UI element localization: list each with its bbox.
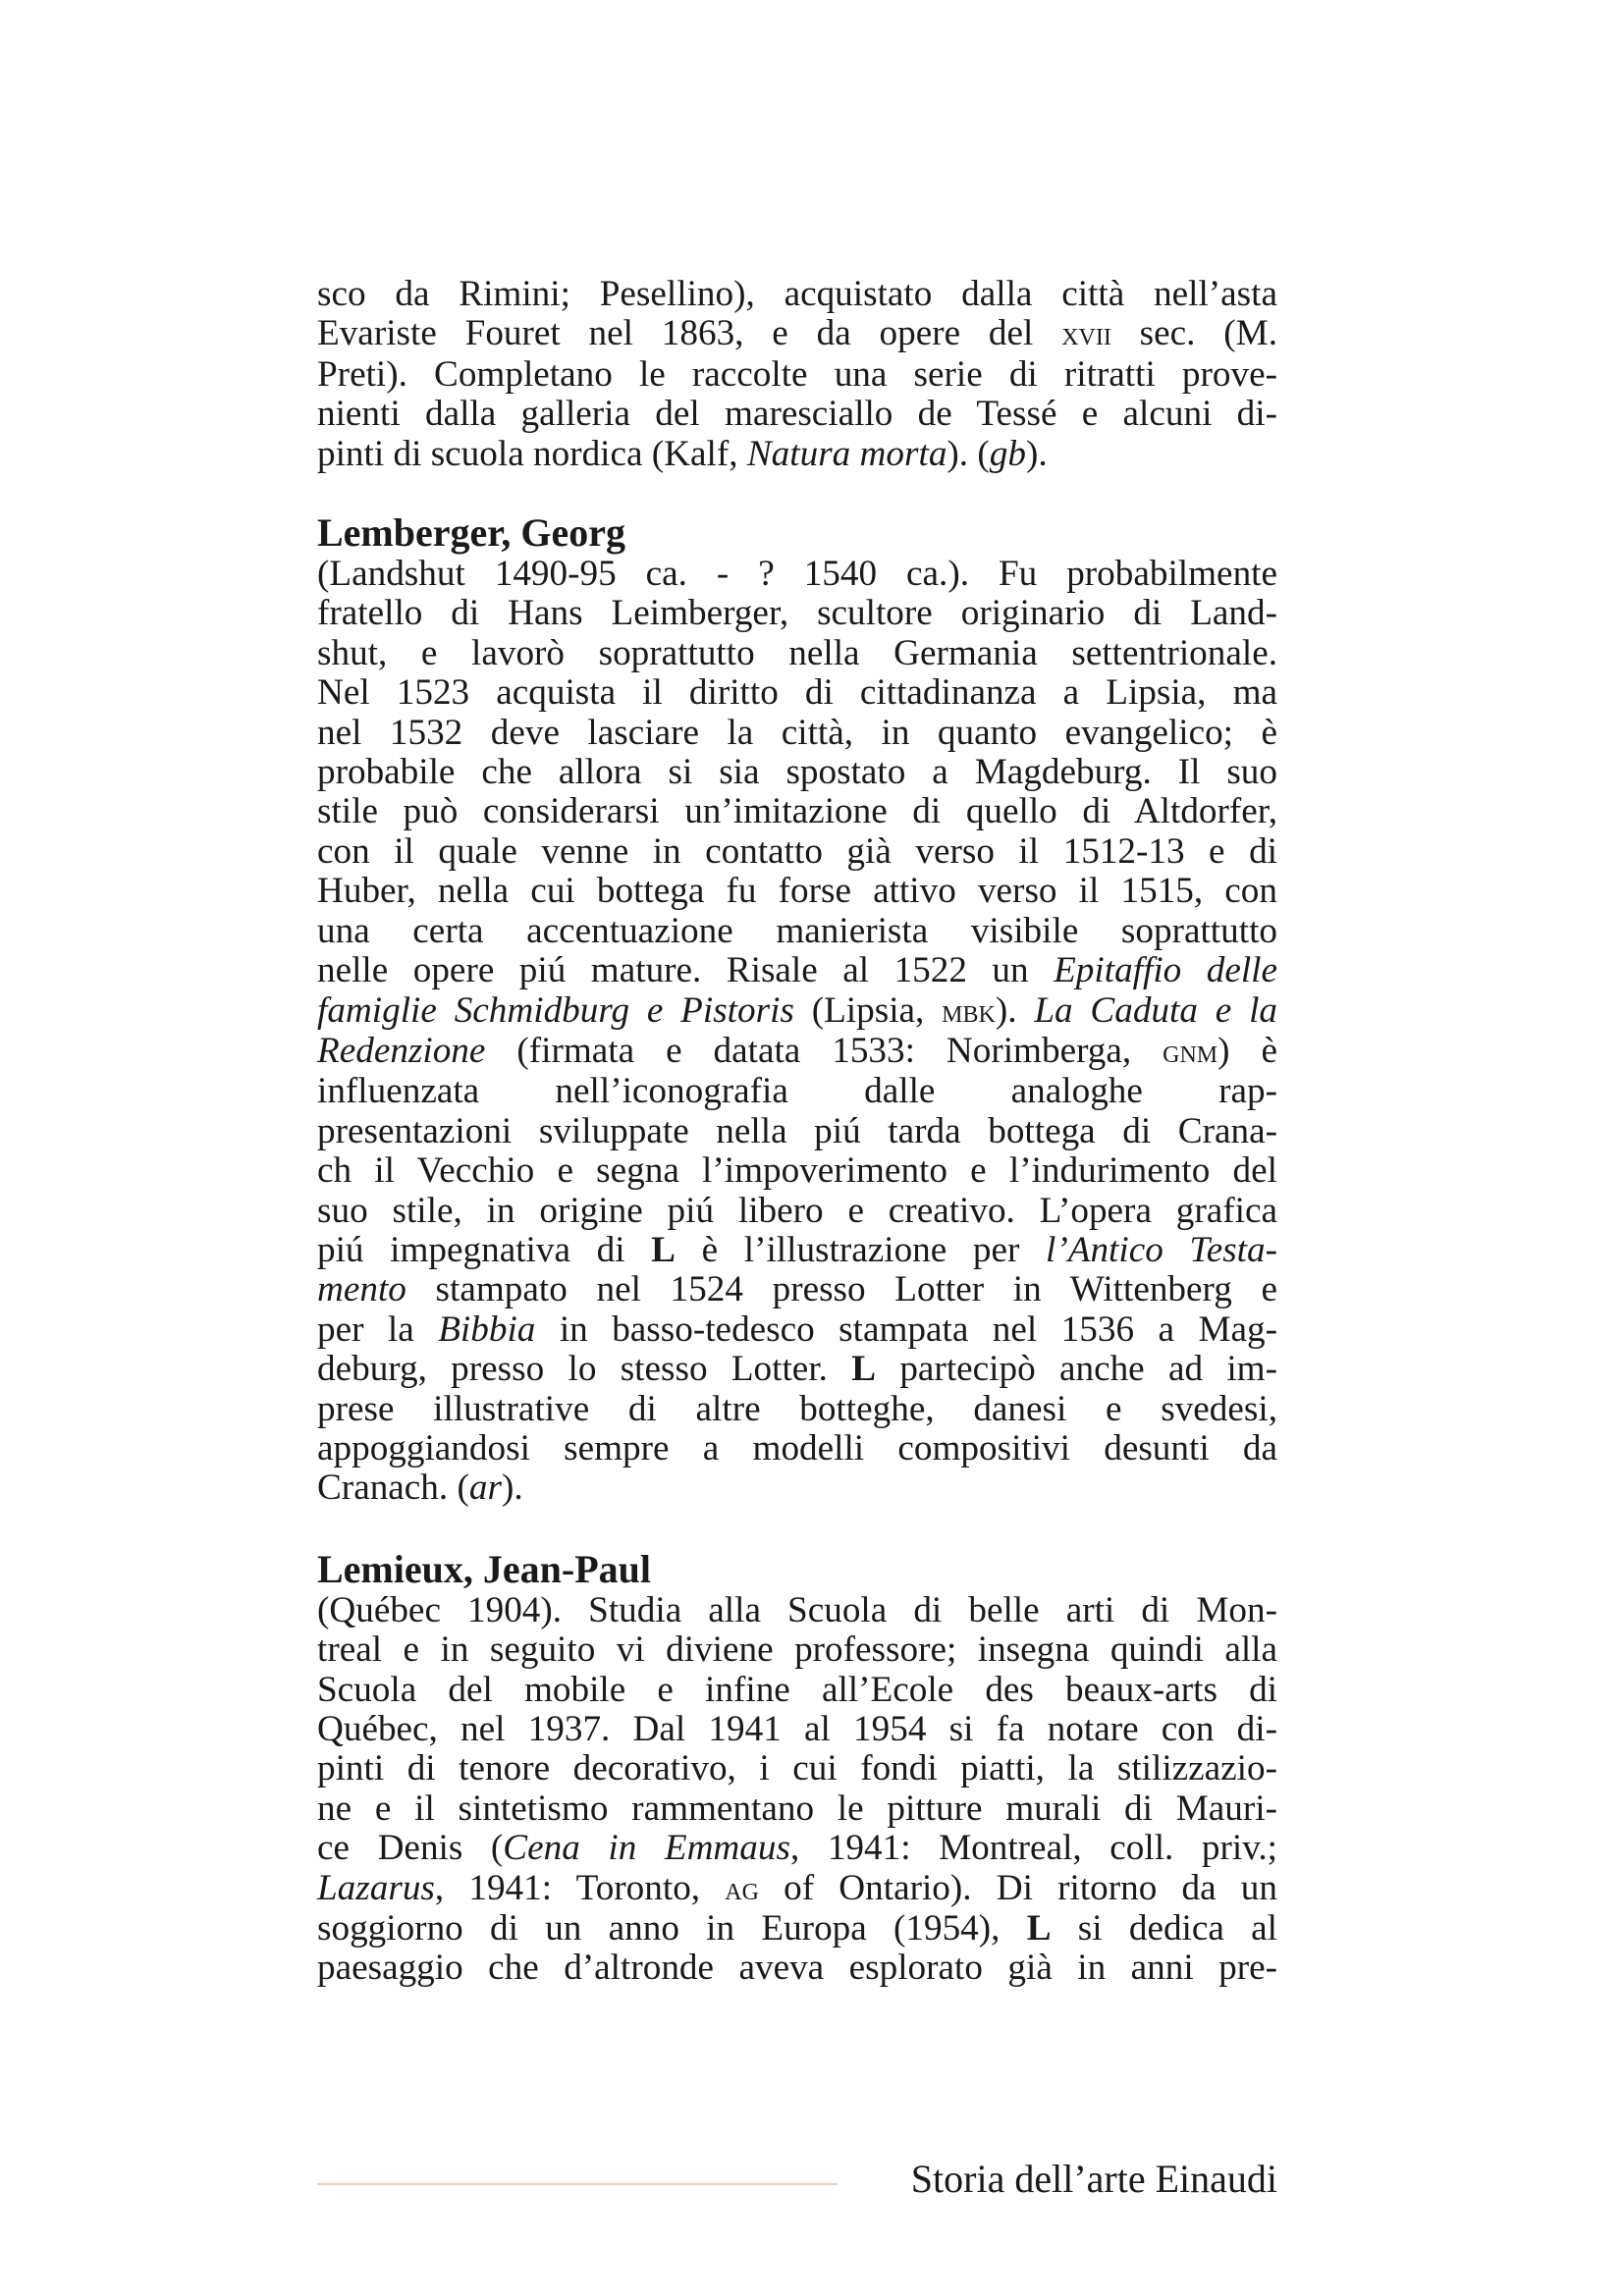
text-run: Cranach. ( — [317, 1468, 469, 1509]
text-run: , 1941: Montreal, coll. priv.; — [789, 1828, 1278, 1869]
text-run: sec. (M. — [1110, 313, 1278, 354]
continuation-paragraph — [317, 275, 1277, 474]
text-run: partecipò anche ad im- — [876, 1349, 1277, 1390]
text-line: stile può considerarsi un’imitazione di quello di Altdorfer, — [317, 791, 1277, 832]
text-run: è l’illustrazione per — [675, 1229, 1047, 1270]
text-line: una certa accentuazione manierista visibile soprattutto — [317, 910, 1277, 951]
text-run: ) è — [1217, 1030, 1277, 1071]
text-run: deburg, presso lo stesso Lotter. — [317, 1349, 852, 1390]
footer-divider — [317, 2183, 838, 2185]
artwork-title: Epitaffio delle — [1054, 950, 1277, 991]
text-run: ). — [501, 1468, 523, 1509]
entry-body — [317, 1591, 1277, 1989]
text-line: nel 1532 deve lasciare la città, in quanto evangelico; è — [317, 712, 1277, 753]
museum-abbreviation: mbk — [942, 992, 996, 1030]
text-run: (firmata e datata 1533: Norimberga, — [485, 1030, 1163, 1071]
text-line — [317, 1231, 1277, 1270]
text-line: pinti di tenore decorativo, i cui fondi piatti, la stilizzazio- — [317, 1748, 1277, 1789]
text-line — [317, 314, 1277, 354]
text-line: (Landshut 1490-95 ca. - ? 1540 ca.). Fu probabilmente — [317, 554, 1277, 595]
text-line: nienti dalla galleria del maresciallo de Tessé e alcuni di- — [317, 394, 1277, 435]
text-line: Nel 1523 acquista il diritto di cittadinanza a Lipsia, ma — [317, 672, 1277, 714]
author-initials: gb — [989, 433, 1026, 474]
text-line: presentazioni sviluppate nella piú tarda bottega di Crana- — [317, 1110, 1277, 1151]
text-column — [317, 275, 1277, 1989]
text-line: appoggiandosi sempre a modelli compositivi desunti da — [317, 1427, 1277, 1468]
text-run: ). — [1025, 433, 1048, 474]
artwork-title: Redenzione — [317, 1030, 486, 1071]
text-line: prese illustrative di altre botteghe, danesi e svedesi, — [317, 1388, 1277, 1429]
text-line: shut, e lavorò soprattutto nella Germania settentrionale. — [317, 632, 1277, 673]
text-line: probabile che allora si sia spostato a Magdeburg. Il suo — [317, 752, 1277, 793]
artwork-title: Natura morta — [746, 433, 947, 474]
artwork-title: l’Antico Testa- — [1046, 1229, 1277, 1270]
text-line — [317, 991, 1277, 1032]
text-line — [317, 1310, 1277, 1350]
text-line — [317, 1909, 1277, 1949]
artwork-title: Cena in Emmaus — [503, 1828, 790, 1869]
text-line — [317, 1350, 1277, 1389]
text-run: Evariste Fouret nel 1863, e da opere del — [317, 313, 1062, 354]
footer-title: Storia dell’arte Einaudi — [910, 2157, 1277, 2201]
artwork-title: mento — [317, 1269, 406, 1310]
artwork-title: famiglie Schmidburg e Pistoris — [317, 989, 794, 1031]
text-run: pinti di scuola nordica (Kalf, — [317, 433, 747, 474]
text-run: , 1941: Toronto, — [434, 1867, 726, 1908]
text-run: nelle opere piú mature. Risale al 1522 un — [317, 950, 1055, 991]
text-line — [317, 1829, 1277, 1868]
text-run: per la — [317, 1308, 439, 1350]
text-line — [317, 1468, 1277, 1508]
text-line: sco da Rimini; Pesellino), acquistato dalla città nell’asta — [317, 274, 1277, 314]
museum-abbreviation: gnm — [1163, 1033, 1218, 1070]
text-line: ch il Vecchio e segna l’impoverimento e l’indurimento del — [317, 1150, 1277, 1192]
text-run: si dedica al — [1051, 1908, 1277, 1949]
text-run: (Lipsia, — [793, 989, 943, 1031]
text-line: Scuola del mobile e infine all’Ecole des beaux-arts di — [317, 1669, 1277, 1710]
text-run: piú impegnativa di — [317, 1229, 652, 1270]
text-run: soggiorno di un anno in Europa (1954), — [317, 1908, 1027, 1949]
text-line — [317, 951, 1277, 990]
text-line — [317, 435, 1277, 474]
artwork-title: Lazarus — [317, 1867, 435, 1908]
text-line: con il quale venne in contatto già verso il 1512-13 e di — [317, 830, 1277, 872]
text-run: in basso-tedesco stampata nel 1536 a Mag- — [535, 1308, 1277, 1350]
entry-heading: Lemieux, Jean-Paul — [317, 1546, 651, 1591]
text-line — [317, 1270, 1277, 1309]
text-line: paesaggio che d’altronde aveva esplorato già in anni pre- — [317, 1948, 1277, 1989]
text-line: fratello di Hans Leimberger, scultore originario di Land- — [317, 593, 1277, 634]
museum-abbreviation: ag — [725, 1870, 759, 1907]
text-line: suo stile, in origine piú libero e creativo. L’opera grafica — [317, 1190, 1277, 1231]
entry-heading: Lemberger, Georg — [317, 510, 625, 556]
entry-initial: L — [1026, 1908, 1052, 1949]
text-run: ). — [995, 989, 1035, 1031]
text-line: Huber, nella cui bottega fu forse attivo verso il 1515, con — [317, 871, 1277, 912]
author-initials: ar — [468, 1468, 502, 1509]
entry-initial: L — [851, 1349, 877, 1390]
text-run: stampato nel 1524 presso Lotter in Wittenberg e — [406, 1269, 1277, 1310]
artwork-title: Bibbia — [438, 1308, 536, 1350]
text-line — [317, 1032, 1277, 1072]
artwork-title: La Caduta e la — [1034, 989, 1277, 1031]
entry-initial: L — [651, 1229, 676, 1270]
text-line: (Québec 1904). Studia alla Scuola di belle arti di Mon- — [317, 1589, 1277, 1630]
text-line: Québec, nel 1937. Dal 1941 al 1954 si fa notare con di- — [317, 1709, 1277, 1749]
text-run: ce Denis ( — [317, 1828, 504, 1869]
century-numeral: xvii — [1061, 316, 1111, 353]
text-run: of Ontario). Di ritorno da un — [758, 1867, 1277, 1908]
text-line: Preti). Completano le raccolte una serie di ritratti prove- — [317, 353, 1277, 395]
text-line: treal e in seguito vi diviene professore; insegna quindi alla — [317, 1629, 1277, 1671]
entry-body — [317, 555, 1277, 1509]
text-line: influenzata nell’iconografia dalle analoghe rap- — [317, 1071, 1277, 1112]
text-line — [317, 1869, 1277, 1909]
text-run: ). ( — [947, 433, 990, 474]
text-line: ne e il sintetismo rammentano le pitture murali di Mauri- — [317, 1788, 1277, 1829]
